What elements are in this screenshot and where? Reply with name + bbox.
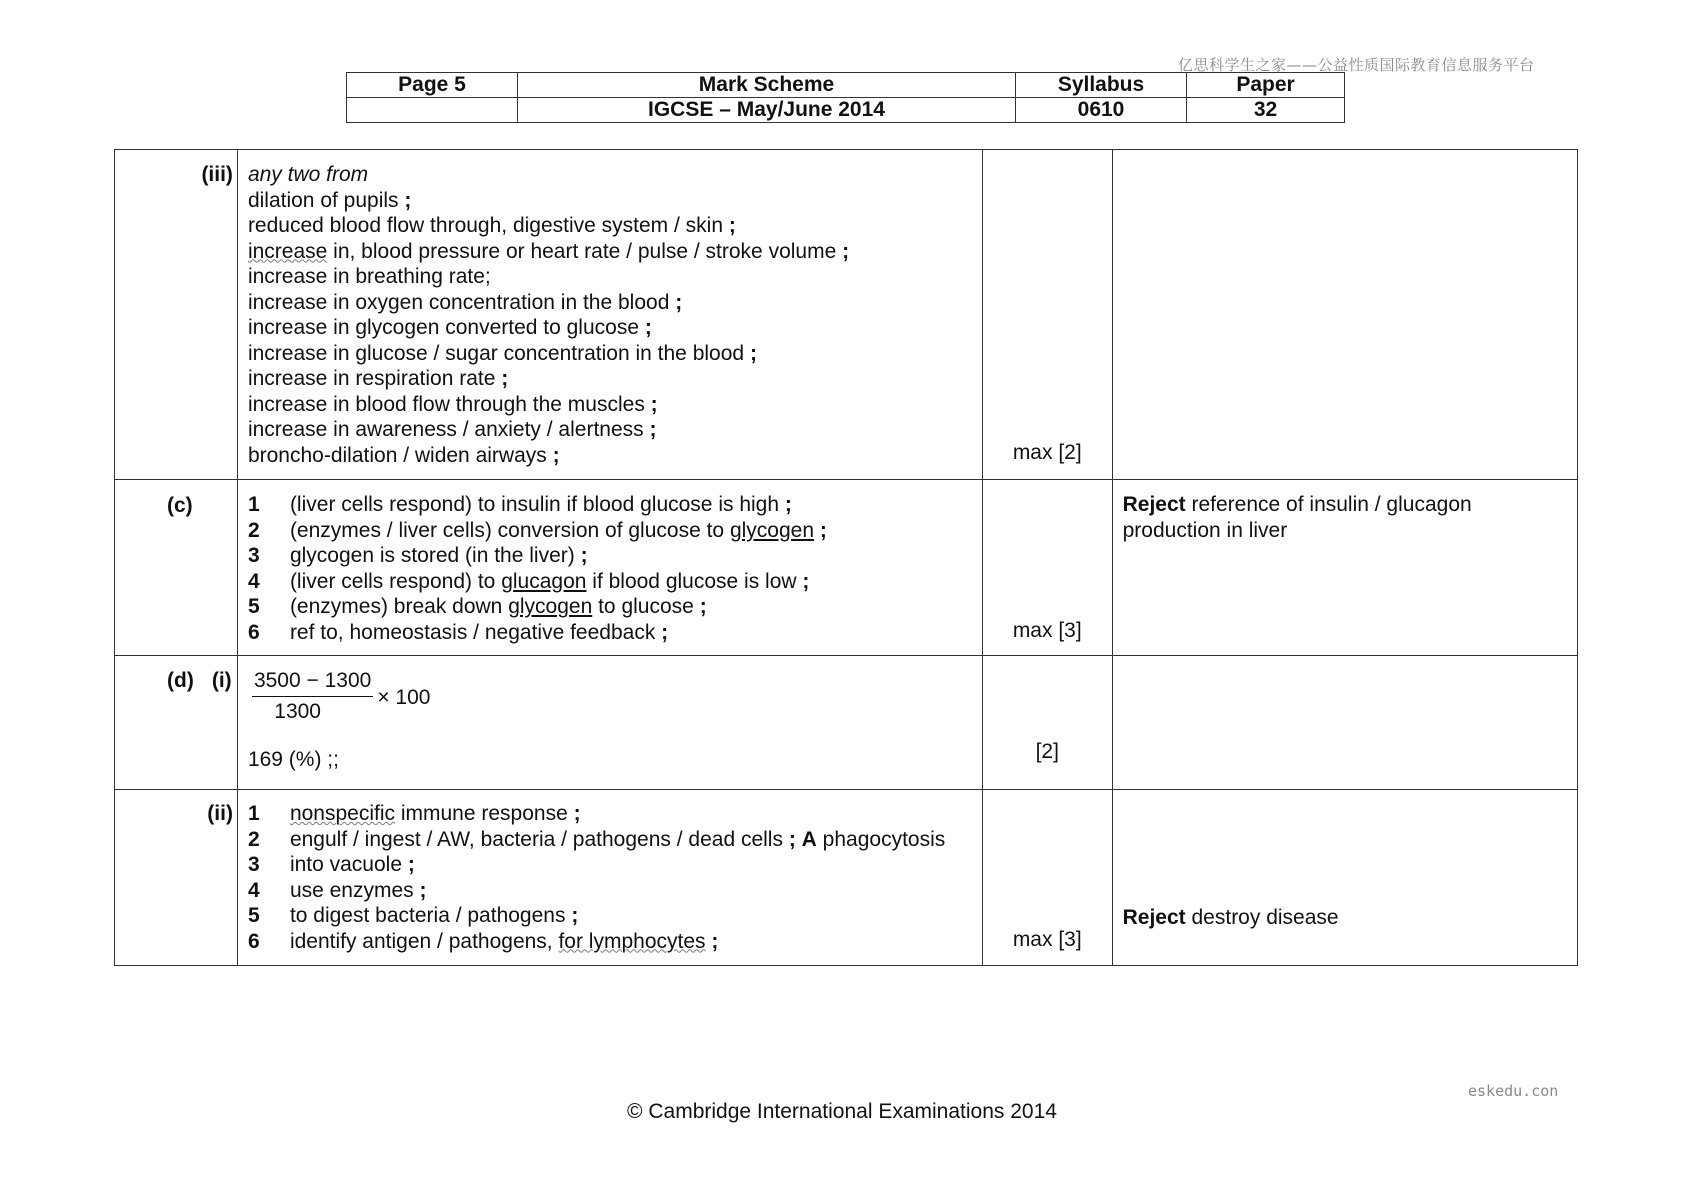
answer-point: 1 (liver cells respond) to insulin if blood glucose is high ; xyxy=(247,493,792,516)
answer-cell xyxy=(237,480,982,656)
answer-line: increase in awareness / anxiety / alertness ; xyxy=(247,418,657,441)
syllabus-value: 0610 xyxy=(1016,98,1187,123)
question-cell xyxy=(115,150,238,480)
mark-cell xyxy=(982,480,1112,656)
answer-line: increase in glucose / sugar concentration in the blood ; xyxy=(247,341,757,365)
answer-point: 6 ref to, homeostasis / negative feedback ; xyxy=(247,620,669,644)
row-d-ii xyxy=(115,790,1578,966)
answer-line: increase in respiration rate ; xyxy=(247,367,509,390)
answer-point: 1 nonspecific immune response ; xyxy=(247,802,581,825)
row-d-i xyxy=(115,656,1578,790)
answer-line: reduced blood flow through, digestive system / skin ; xyxy=(247,214,736,237)
percentage-fraction xyxy=(252,668,431,727)
question-label: (iii) xyxy=(201,163,233,186)
header-table xyxy=(346,72,1345,123)
answer-cell xyxy=(237,150,982,480)
guidance-text: Reject reference of insulin / glucagon production in liver xyxy=(1122,493,1472,542)
mark-cell xyxy=(982,150,1112,480)
answer-line: increase in oxygen concentration in the blood ; xyxy=(247,290,683,314)
mark-value: max [3] xyxy=(1012,619,1082,642)
paper-label: Paper xyxy=(1187,73,1345,98)
answer-point: 2 engulf / ingest / AW, bacteria / pathogens / dead cells ; A phagocytosis xyxy=(247,827,946,851)
watermark-top: 亿思科学生之家——公益性质国际教育信息服务平台 xyxy=(1178,56,1535,74)
answer-point: 3 into vacuole ; xyxy=(247,853,415,876)
answer-point: 2 (enzymes / liver cells) conversion of glucose to glycogen ; xyxy=(247,518,827,542)
answer-point: 4 (liver cells respond) to glucagon if blood glucose is low ; xyxy=(247,569,810,593)
answer-cell xyxy=(237,656,982,790)
guidance-cell xyxy=(1112,480,1577,656)
answer-cell xyxy=(237,790,982,966)
answer-intro: any two from xyxy=(247,163,369,186)
fraction-denominator: 1300 xyxy=(274,700,321,723)
answer-point: 6 identify antigen / pathogens, for lymphocytes ; xyxy=(247,929,719,953)
syllabus-label: Syllabus xyxy=(1016,73,1187,98)
mark-cell xyxy=(982,790,1112,966)
mark-value: max [2] xyxy=(1012,441,1082,464)
page-label: Page 5 xyxy=(347,73,518,98)
answer-line: increase in breathing rate; xyxy=(247,265,491,288)
paper-value: 32 xyxy=(1187,98,1345,123)
answer-point: 3 glycogen is stored (in the liver) ; xyxy=(247,544,588,567)
answer-point: 4 use enzymes ; xyxy=(247,878,427,902)
question-cell xyxy=(115,656,238,790)
answer-point: 5 (enzymes) break down glycogen to glucose ; xyxy=(247,595,707,618)
fraction-numerator: 3500 − 1300 xyxy=(252,668,373,697)
header-row-2 xyxy=(347,98,1345,123)
question-cell xyxy=(115,790,238,966)
answer-line: broncho-dilation / widen airways ; xyxy=(247,443,560,467)
answer-line: dilation of pupils ; xyxy=(247,188,412,212)
guidance-text: Reject destroy disease xyxy=(1122,906,1339,929)
calculated-answer: 169 (%) ;; xyxy=(247,748,339,771)
row-c xyxy=(115,480,1578,656)
watermark-bottom: eskedu.con xyxy=(1468,1082,1559,1100)
answer-line: increase in blood flow through the muscles ; xyxy=(247,392,658,416)
guidance-cell xyxy=(1112,150,1577,480)
question-label: (ii) xyxy=(207,802,233,825)
exam-session: IGCSE – May/June 2014 xyxy=(518,98,1016,123)
mark-value: max [3] xyxy=(1012,928,1082,951)
mark-value: [2] xyxy=(1035,740,1059,763)
guidance-cell xyxy=(1112,656,1577,790)
question-cell xyxy=(115,480,238,656)
mark-cell xyxy=(982,656,1112,790)
page-blank xyxy=(347,98,518,123)
row-iii xyxy=(115,150,1578,480)
answer-line: increase in glycogen converted to glucose ; xyxy=(247,316,652,339)
header-row-1 xyxy=(347,73,1345,98)
fraction-multiplier: × 100 xyxy=(377,685,431,709)
copyright-footer: © Cambridge International Examinations 2014 xyxy=(627,1100,1057,1123)
question-label: (d) (i) xyxy=(167,669,232,692)
mark-scheme-table xyxy=(114,149,1578,966)
question-label: (c) xyxy=(167,494,193,517)
document-title: Mark Scheme xyxy=(518,73,1016,98)
guidance-cell xyxy=(1112,790,1577,966)
answer-point: 5 to digest bacteria / pathogens ; xyxy=(247,904,579,927)
answer-line: increase in, blood pressure or heart rate / pulse / stroke volume ; xyxy=(247,239,850,263)
